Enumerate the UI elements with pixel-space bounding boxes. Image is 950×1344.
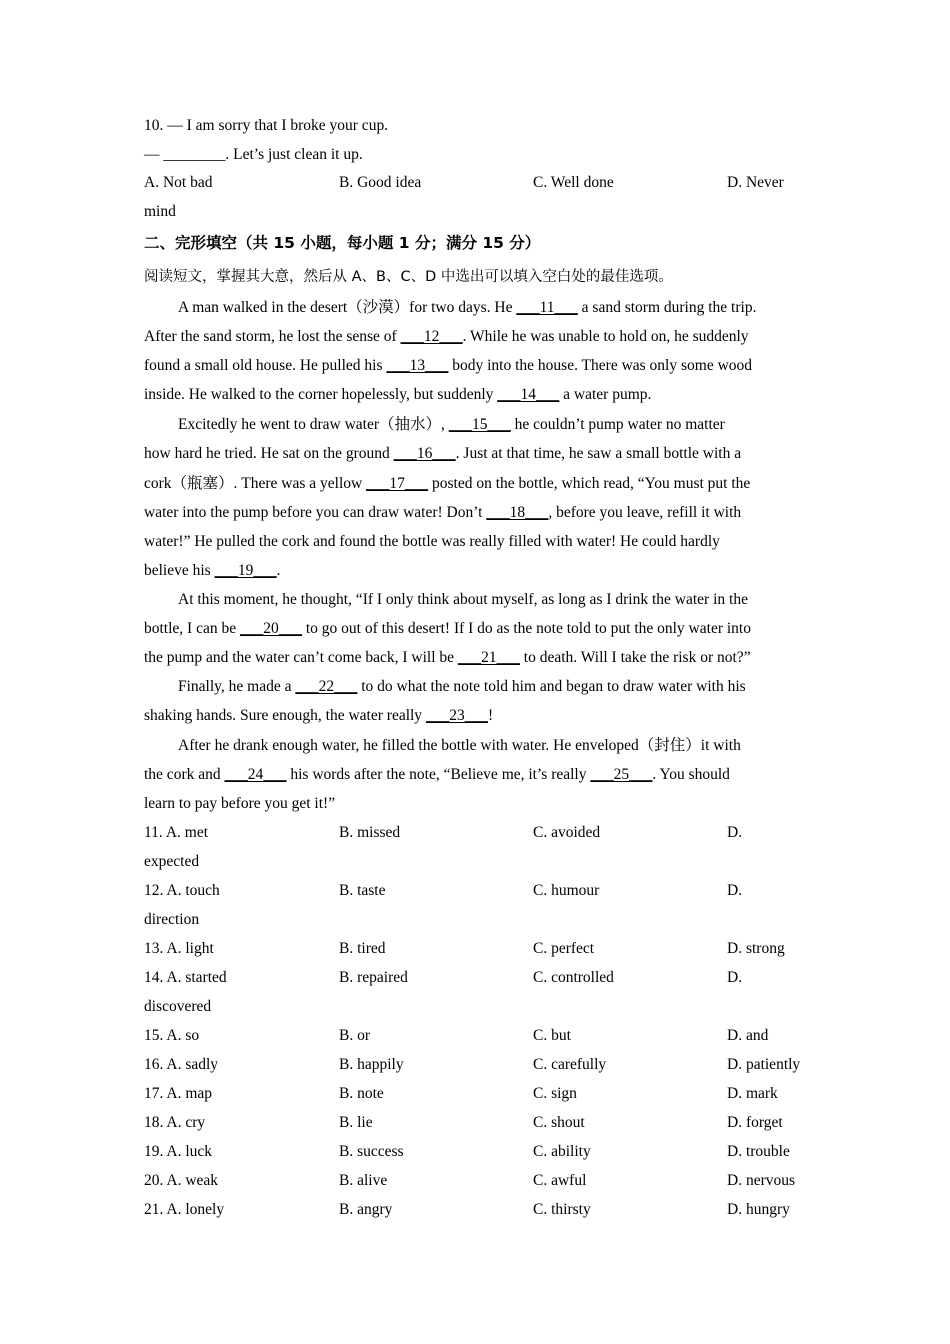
passage-line: shaking hands. Sure enough, the water really ___23___!: [144, 707, 494, 724]
passage-line: A man walked in the desert（沙漠）for two days. He ___11___ a sand storm during the trip.: [178, 299, 757, 316]
passage-line: learn to pay before you get it!”: [144, 795, 336, 812]
passage-line: the cork and ___24___ his words after the note, “Believe me, it’s really ___25___. You should: [144, 766, 730, 783]
option-b: B. alive: [339, 1172, 388, 1189]
passage-line: At this moment, he thought, “If I only think about myself, as long as I drink the water in the: [178, 591, 748, 608]
q10-option-d-wrap: mind: [144, 203, 176, 220]
option-b: B. note: [339, 1085, 384, 1102]
option-a: 21. A. lonely: [144, 1201, 225, 1218]
option-b: B. taste: [339, 882, 386, 899]
passage-line: water!” He pulled the cork and found the bottle was really filled with water! He could hardly: [144, 533, 720, 550]
option-a: 19. A. luck: [144, 1143, 213, 1160]
option-d: D. and: [727, 1027, 769, 1044]
option-a: 15. A. so: [144, 1027, 200, 1044]
option-c: C. but: [533, 1027, 571, 1044]
option-c: C. awful: [533, 1172, 587, 1189]
passage-line: After the sand storm, he lost the sense of ___12___. While he was unable to hold on, he suddenly: [144, 328, 749, 345]
option-a: 13. A. light: [144, 940, 214, 957]
blank-18: ___18___: [486, 504, 549, 521]
section-heading: 二、完形填空（共 15 小题，每小题 1 分；满分 15 分）: [144, 234, 541, 252]
blank-21: ___21___: [457, 649, 520, 666]
blank-14: ___14___: [497, 386, 560, 403]
option-b: B. repaired: [339, 969, 408, 986]
option-a: 11. A. met: [144, 824, 209, 841]
q10-option-c: C. Well done: [533, 174, 614, 191]
option-c: C. thirsty: [533, 1201, 591, 1218]
blank-23: ___23___: [425, 707, 488, 724]
blank-19: ___19___: [214, 562, 277, 579]
blank-15: ___15___: [448, 416, 511, 433]
blank-25: ___25___: [590, 766, 653, 783]
q10-option-d: D. Never: [727, 174, 784, 191]
blank-16: ___16___: [393, 445, 456, 462]
option-d: D. patiently: [727, 1056, 801, 1073]
q10-option-a: A. Not bad: [144, 174, 213, 191]
passage-line: how hard he tried. He sat on the ground ___16___. Just at that time, he saw a small bottle with a: [144, 445, 742, 462]
blank-24: ___24___: [224, 766, 287, 783]
passage-line: water into the pump before you can draw water! Don’t ___18___, before you leave, refill it with: [144, 504, 742, 521]
passage-line: Finally, he made a ___22___ to do what the note told him and began to draw water with his: [178, 678, 746, 695]
passage-line: After he drank enough water, he filled the bottle with water. He enveloped（封住）it with: [178, 737, 741, 754]
option-c: C. humour: [533, 882, 600, 899]
option-c: C. carefully: [533, 1056, 607, 1073]
option-d: D.: [727, 969, 743, 986]
option-a: 14. A. started: [144, 969, 227, 986]
passage-line: the pump and the water can’t come back, I will be ___21___ to death. Will I take the risk or not?”: [144, 649, 751, 666]
option-c: C. perfect: [533, 940, 595, 957]
q10-prompt: 10. — I am sorry that I broke your cup.: [144, 117, 389, 134]
option-c: C. controlled: [533, 969, 614, 986]
option-b: B. angry: [339, 1201, 393, 1218]
option-d: D.: [727, 824, 743, 841]
passage-line: Excitedly he went to draw water（抽水）, ___15___ he couldn’t pump water no matter: [178, 416, 725, 433]
passage-line: inside. He walked to the corner hopelessly, but suddenly ___14___ a water pump.: [144, 386, 652, 403]
option-b: B. lie: [339, 1114, 373, 1131]
blank-17: ___17___: [366, 475, 429, 492]
option-a: 12. A. touch: [144, 882, 220, 899]
option-b: B. tired: [339, 940, 386, 957]
option-c: C. sign: [533, 1085, 577, 1102]
passage-line: cork（瓶塞）. There was a yellow ___17___ posted on the bottle, which read, “You must put the: [144, 475, 751, 492]
passage-line: believe his ___19___.: [144, 562, 281, 579]
option-c: C. ability: [533, 1143, 591, 1160]
blank-20: ___20___: [239, 620, 302, 637]
option-b: B. missed: [339, 824, 401, 841]
option-b: B. success: [339, 1143, 404, 1160]
option-a: 17. A. map: [144, 1085, 213, 1102]
option-a: 18. A. cry: [144, 1114, 206, 1131]
option-d: D. mark: [727, 1085, 778, 1102]
option-d: D.: [727, 882, 743, 899]
option-d: D. trouble: [727, 1143, 790, 1160]
option-d: D. hungry: [727, 1201, 790, 1218]
option-d-wrap: direction: [144, 911, 200, 928]
q10-option-b: B. Good idea: [339, 174, 422, 191]
option-d: D. forget: [727, 1114, 783, 1131]
option-c: C. avoided: [533, 824, 601, 841]
passage-line: found a small old house. He pulled his ___13___ body into the house. There was only some wood: [144, 357, 753, 374]
option-b: B. happily: [339, 1056, 404, 1073]
option-d: D. nervous: [727, 1172, 796, 1189]
option-c: C. shout: [533, 1114, 585, 1131]
section-instruction: 阅读短文，掌握其大意，然后从 A、B、C、D 中选出可以填入空白处的最佳选项。: [144, 269, 673, 285]
option-a: 20. A. weak: [144, 1172, 219, 1189]
option-d-wrap: expected: [144, 853, 200, 870]
option-d: D. strong: [727, 940, 785, 957]
blank-13: ___13___: [386, 357, 449, 374]
option-d-wrap: discovered: [144, 998, 212, 1015]
passage-line: bottle, I can be ___20___ to go out of this desert! If I do as the note told to put the only water into: [144, 620, 751, 637]
blank-22: ___22___: [295, 678, 358, 695]
blank-11: ___11___: [516, 299, 578, 316]
option-b: B. or: [339, 1027, 370, 1044]
option-a: 16. A. sadly: [144, 1056, 219, 1073]
q10-reply: — ________. Let’s just clean it up.: [144, 146, 363, 163]
blank-12: ___12___: [400, 328, 463, 345]
